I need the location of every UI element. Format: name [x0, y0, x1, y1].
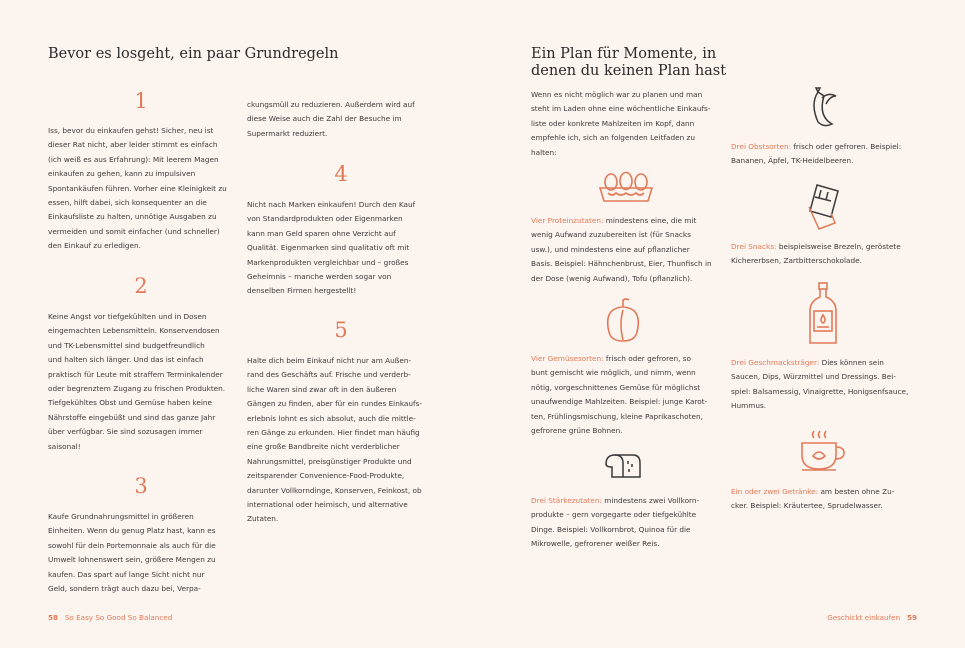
section-title: Geschickt einkaufen	[827, 613, 901, 622]
book-title: So Easy So Good So Balanced	[64, 613, 173, 622]
cup-icon	[799, 428, 845, 474]
right-page-title: Ein Plan für Momente, in denen du keinen Plan hast	[531, 46, 727, 79]
rule-text: Iss, bevor du einkaufen gehst! Sicher, neu ist dieser Rat nicht, aber leider stimmt es einfach (ich weiß es aus Erfahrung): Mit leerem Magen einkaufen zu gehen, kann zu impulsiven Spontankäufen führen. Vorher eine Kleinigkeit zu essen, hilft dabei, sich konsequenter an die Einkaufsliste zu halten, unnötige Ausgaben zu vermeiden und somit einfacher (und schneller) den Einkauf zu erledigen.	[48, 126, 227, 251]
item-label: Vier Gemüsesorten:	[531, 354, 604, 363]
item-label: Drei Snacks:	[731, 242, 777, 251]
chocolate-icon	[805, 183, 841, 231]
list-item: Drei Geschmacksträger: Dies können sein Saucen, Dips, Würzmittel und Dressings. Bei- spiel: Balsamessig, Vinaigrette, Honigsenfsauce, Hummus.	[731, 358, 909, 411]
page-number: 59	[906, 613, 917, 622]
item-label: Drei Geschmacksträger:	[731, 358, 820, 367]
banana-icon	[804, 86, 840, 130]
left-footer	[48, 613, 172, 622]
rule-number: 4	[334, 162, 348, 186]
rule-text-continued: ckungsmüll zu reduzieren. Außerdem wird auf diese Weise auch die Zahl der Besuche im Supermarkt reduziert.	[247, 100, 415, 138]
bread-icon	[603, 452, 641, 480]
eggs-icon	[598, 171, 654, 203]
right-footer	[827, 613, 917, 622]
list-item: Vier Gemüsesorten: frisch oder gefroren, so bunt gemischt wie möglich, und nimm, wenn nötig, vorgeschnittenes Gemüse für möglichst unaufwendige Mahlzeiten. Beispiel: junge Karot- ten, Frühlingsmischung, kleine Paprikaschoten, gefrorene grüne Bohnen.	[531, 354, 708, 436]
rule-text: Keine Angst vor tiefgekühlten und in Dosen eingemachten Lebensmitteln. Konservendosen und TK-Lebensmittel sind budgetfreundlich und halten sich länger. Und das ist einfach praktisch für Leute mit straffem Terminkalender oder begrenztem Zugang zu frischen Produkten. Tiefgekühltes Obst und Gemüse haben keine Nährstoffe eingebüßt und sind das ganze Jahr über verfügbar. Sie sind sozusagen immer saisonal!	[48, 312, 226, 451]
list-item: Vier Proteinzutaten: mindestens eine, die mit wenig Aufwand zuzubereiten ist (für Snacks usw.), und mindestens eine auf pflanzlicher Basis. Beispiel: Hähnchenbrust, Eier, Thunfisch in der Dose (wenig Aufwand), Tofu (pflanzlich).	[531, 216, 712, 283]
list-item: Drei Stärkezutaten: mindestens zwei Vollkorn- produkte – gern vorgegarte oder tiefgekühlte Dinge. Beispiel: Vollkornbrot, Quinoa für die Mikrowelle, gefrorener weißer Reis.	[531, 496, 700, 549]
rule-text: Kaufe Grundnahrungsmittel in größeren Einheiten. Wenn du genug Platz hast, kann es sowohl für dein Portemonnaie als auch für die Umwelt lohnenswert sein, größere Mengen zu kaufen. Das spart auf lange Sicht nicht nur Geld, sondern trägt auch dazu bei, Verpa-	[48, 512, 216, 594]
item-label: Vier Proteinzutaten:	[531, 216, 604, 225]
bottle-icon	[807, 281, 839, 347]
list-item: Drei Snacks: beispielsweise Brezeln, geröstete Kichererbsen, Zartbitterschokolade.	[731, 242, 901, 266]
rule-number: 5	[334, 318, 348, 342]
page-number: 58	[48, 613, 59, 622]
rule-text: Nicht nach Marken einkaufen! Durch den Kauf von Standardprodukten oder Eigenmarken kann man Geld sparen ohne Verzicht auf Qualität. Eigenmarken sind qualitativ oft mit Markenprodukten vergleichbar und – großes Geheimnis – manche werden sogar von denselben Firmen hergestellt!	[247, 200, 416, 296]
rule-number: 1	[134, 89, 148, 113]
left-page-title: Bevor es losgeht, ein paar Grundregeln	[48, 46, 339, 62]
item-label: Drei Obstsorten:	[731, 142, 792, 151]
rule-text: Halte dich beim Einkauf nicht nur am Außen- rand des Geschäfts auf. Frische und verderb- liche Waren sind zwar oft in den äußeren Gängen zu finden, aber für ein rundes Einkaufs- erlebnis lohnt es sich absolut, auch die mittle- ren Gänge zu erkunden. Hier findet man häufig eine große Bandbreite nicht verderblicher Nahrungsmittel, preisgünstiger Produkte und zeitsparender Convenience-Food-Produkte, darunter Vollkorndinge, Konserven, Feinkost, ob international oder heimisch, und alternative Zutaten.	[247, 356, 423, 524]
rule-number: 2	[134, 274, 148, 298]
intro-text: Wenn es nicht möglich war zu planen und man steht im Laden ohne eine wöchentliche Einkaufs- liste oder konkrete Mahlzeiten im Kopf, dann empfehle ich, sich an folgenden Leitfaden zu halten:	[531, 90, 711, 157]
item-label: Drei Stärkezutaten:	[531, 496, 602, 505]
pepper-icon	[605, 297, 641, 343]
item-label: Ein oder zwei Getränke:	[731, 487, 819, 496]
list-item: Ein oder zwei Getränke: am besten ohne Zu- cker. Beispiel: Kräutertee, Sprudelwasser.	[731, 487, 895, 511]
list-item: Drei Obstsorten: frisch oder gefroren. Beispiel: Bananen, Äpfel, TK-Heidelbeeren.	[731, 142, 902, 166]
rule-number: 3	[134, 474, 148, 498]
